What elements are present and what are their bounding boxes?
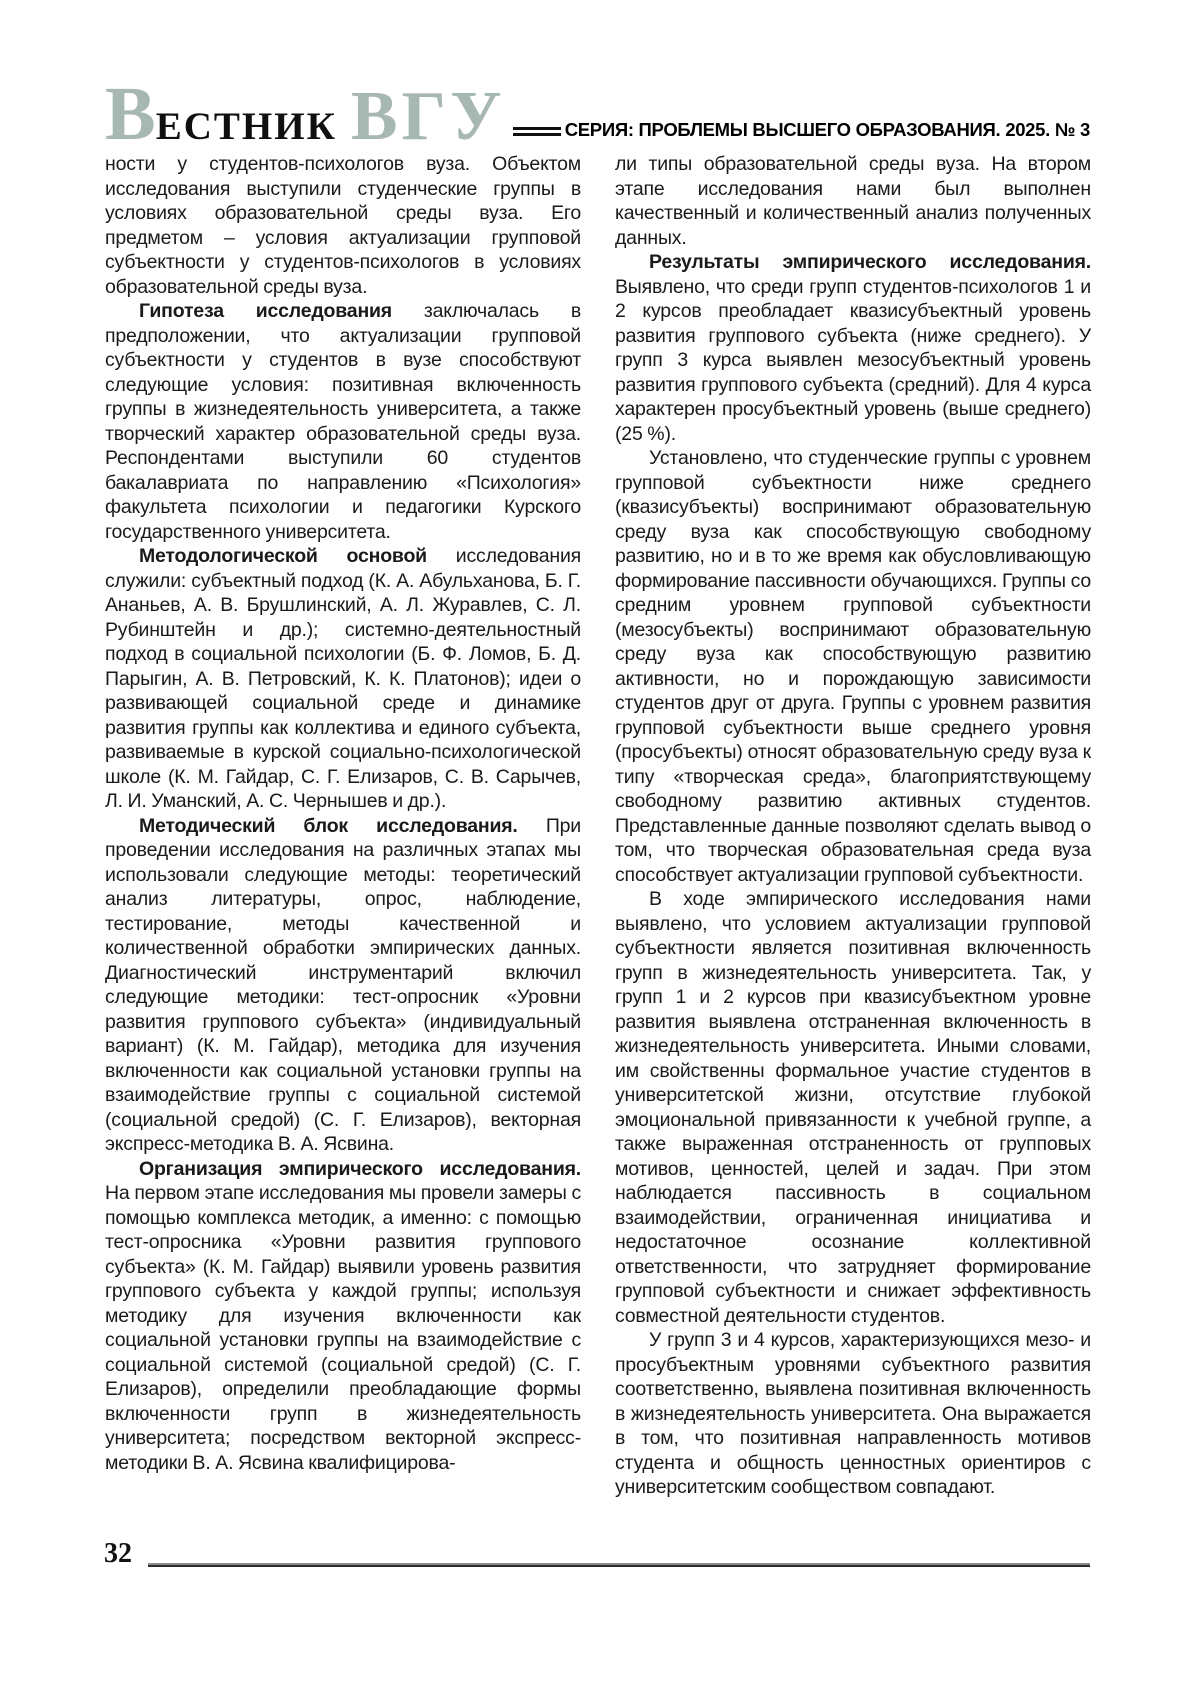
paragraph-text: исследования служили: субъектный подход (К. А. Абульханова, Б. Г. Ананьев, А. В. Брушлинский, А. Л. Журавлев, С. Л. Рубинштейн и др.); системно-деятельностный подход в социальной психологии (Б. Ф. Ломов, Б. Д. Парыгин, А. В. Петровский, К. К. Платонов); идеи о развивающей социальной среде и динамике развития группы как коллектива и единого субъекта, развиваемые в курской социально-психологической школе (К. М. Гайдар, С. Г. Елизаров, С. В. Сарычев, Л. И. Уманский, А. С. Чернышев и др.). xyxy=(105,545,582,812)
paragraph xyxy=(615,1328,1091,1500)
article-body xyxy=(105,152,1091,1500)
paragraph-lead: Методологической основой xyxy=(139,545,427,567)
paragraph-text: ли типы образовательной среды вуза. На втором этапе исследования нами был выполнен качественный и количественный анализ полученных данных. xyxy=(615,153,1091,249)
paragraph-lead: Организация эмпирического исследования. xyxy=(139,1157,581,1180)
page-number: 32 xyxy=(104,1538,132,1569)
paragraph-text: Установлено, что студенческие группы с уровнем групповой субъектности ниже среднего (квазисубъекты) воспринимают образовательную среду вуза как способствующую свободному развитию, но и в то же время как обусловливающую формирование пассивности обучающихся. Группы со средним уровнем групповой субъектности (мезосубъекты) воспринимают образовательную среду вуза как способствующую развитию активности, но и порождающую зависимости студентов друг от друга. Группы с уровнем развития групповой субъектности выше среднего уровня (просубъекты) относят образовательную среду вуза к типу «творческая среда», благоприятствующему свободному развитию активных студентов. Представленные данные позволяют сделать вывод о том, что творческая образовательная среда вуза способствует актуализации групповой субъектности. xyxy=(615,447,1091,886)
text-column-left xyxy=(105,152,581,1500)
paragraph xyxy=(615,152,1091,250)
paragraph-text: заключалась в предположении, что актуализации групповой субъектности у студентов в вузе способствуют следующие условия: позитивная включенность группы в жизнедеятельность университета, а также творческий характер образовательной среды вуза. Респондентами выступили 60 студентов бакалавриата по направлению «Психология» факультета психологии и педагогики Курского государственного университета. xyxy=(105,300,581,543)
series-title: СЕРИЯ: ПРОБЛЕМЫ ВЫСШЕГО ОБРАЗОВАНИЯ. 2025. № 3 xyxy=(564,119,1090,140)
paragraph-text: Выявлено, что среди групп студентов-психологов 1 и 2 курсов преобладает квазисубъектный уровень развития группового субъекта (ниже среднего). У групп 3 курса выявлен мезосубъектный уровень развития группового субъекта (средний). Для 4 курса характерен просубъектный уровень (выше среднего) (25 %). xyxy=(615,275,1091,445)
paragraph-text: ности у студентов-психологов вуза. Объектом исследования выступили студенческие группы в условиях образовательной среды вуза. Его предметом – условия актуализации групповой субъектности у студентов-психологов в условиях образовательной среды вуза. xyxy=(105,153,581,298)
paragraph-text: У групп 3 и 4 курсов, характеризующихся мезо- и просубъектным уровнями субъектного развития соответственно, выявлена позитивная включенность в жизнедеятельность университета. Она выражается в том, что позитивная направленность мотивов студента и общность ценностных ориентиров с университетским сообществом совпадают. xyxy=(615,1329,1091,1498)
paragraph-text: На первом этапе исследования мы провели замеры с помощью комплекса методик, а именно: с помощью тест-опросника «Уровни развития группового субъекта» (К. М. Гайдар) выявили уровень развития группового субъекта у каждой группы; используя методику для изучения включенности как социальной установки группы на взаимодействие с социальной системой (социальной средой) (С. Г. Елизаров), определили преобладающие формы включенности групп в жизнедеятельность университета; посредством векторной экспресс-методики В. А. Ясвина квалифицирова- xyxy=(105,1182,581,1474)
text-column-right xyxy=(615,152,1091,1500)
journal-logo-name: ЕСТНИК xyxy=(155,105,337,148)
header-rule xyxy=(513,127,560,136)
journal-logo xyxy=(105,72,506,156)
page-header xyxy=(105,72,1090,156)
paragraph xyxy=(105,814,581,1157)
journal-logo-abbr: ВГУ xyxy=(350,78,506,155)
footer-rule xyxy=(148,1563,1090,1567)
paragraph-lead: Гипотеза исследования xyxy=(139,300,392,322)
paragraph xyxy=(105,299,581,544)
journal-logo-initial: В xyxy=(105,72,156,156)
paragraph xyxy=(105,152,581,299)
paragraph-text: При проведении исследования на различных этапах мы использовали следующие методы: теоретический анализ литературы, опрос, наблюдение, тестирование, методы качественной и количественной обработки эмпирических данных. Диагностический инструментарий включил следующие методики: тест-опросник «Уровни развития группового субъекта» (индивидуальный вариант) (К. М. Гайдар), методика для изучения включенности как социальной установки группы на взаимодействие группы с социальной системой (социальной средой) (С. Г. Елизаров), векторная экспресс-методика В. А. Ясвина. xyxy=(105,814,581,1155)
paragraph-lead: Результаты эмпирического исследования. xyxy=(649,251,1091,273)
paragraph xyxy=(615,887,1091,1328)
paragraph xyxy=(105,1157,581,1476)
paragraph xyxy=(105,544,581,814)
paragraph xyxy=(615,250,1091,446)
paragraph xyxy=(615,446,1091,887)
paragraph-lead: Методический блок исследования. xyxy=(139,814,518,837)
paragraph-text: В ходе эмпирического исследования нами выявлено, что условием актуализации групповой субъектности является позитивная включенность групп в жизнедеятельность университета. Так, у групп 1 и 2 курсов при квазисубъектном уровне развития выявлена отстраненная включенность в жизнедеятельность университета. Иными словами, им свойственны формальное участие студентов в университетской жизни, отсутствие глубокой эмоциональной привязанности к учебной группе, а также выраженная отстраненность от групповых мотивов, ценностей, целей и задач. При этом наблюдается пассивность в социальном взаимодействии, ограниченная инициатива и недостаточное осознание коллективной ответственности, что затрудняет формирование групповой субъектности и снижает эффективность совместной деятельности студентов. xyxy=(615,888,1091,1327)
